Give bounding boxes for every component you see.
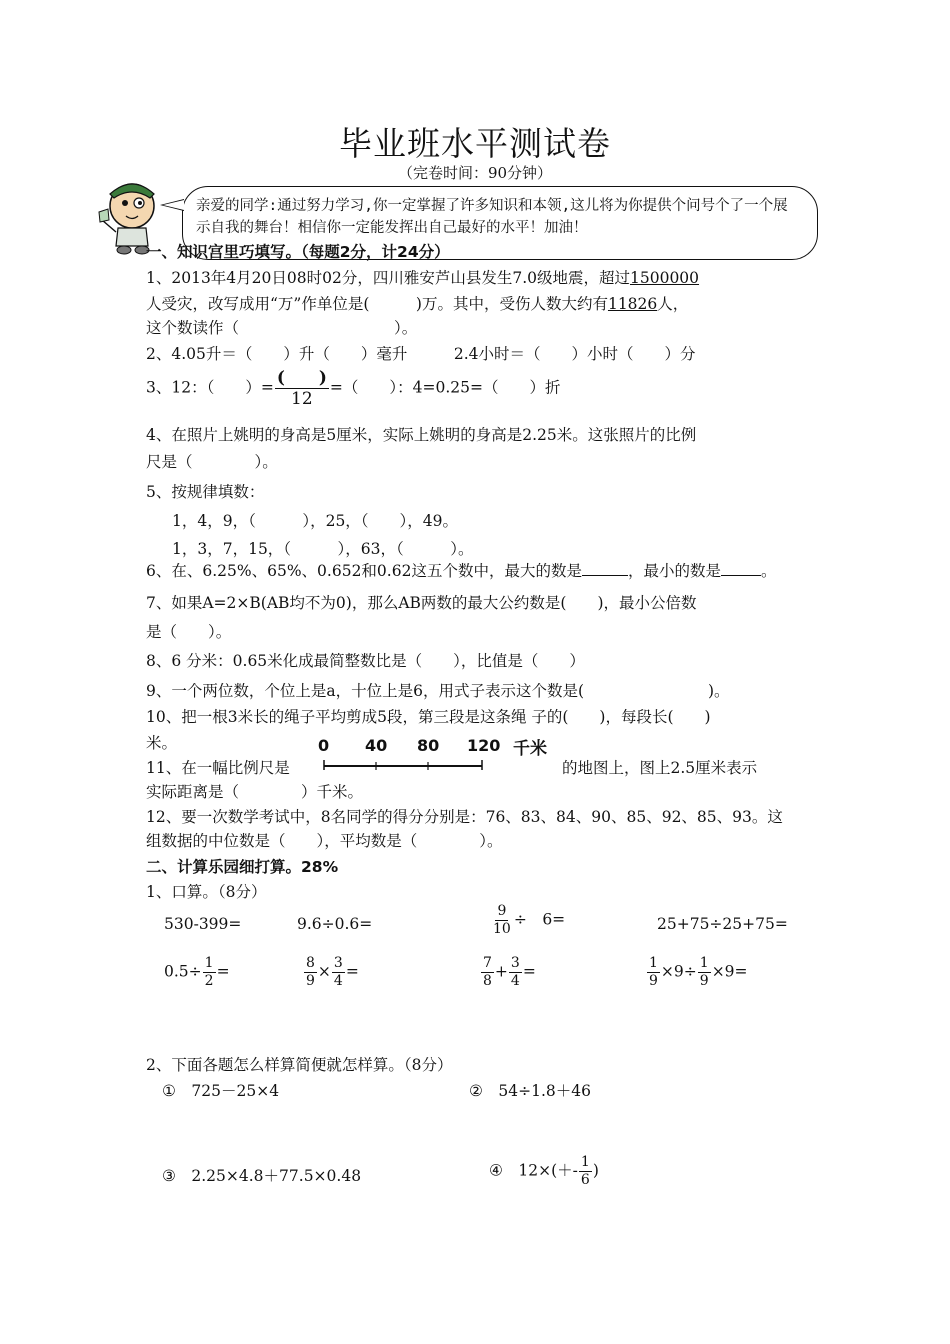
q3-fraction: [275, 368, 329, 409]
speech-bubble-tail-fill: [163, 200, 184, 210]
simplify-problem-4: [489, 1154, 599, 1189]
oral-r2c4-rest: ×9=: [711, 962, 748, 981]
scale-tick-80: 80: [417, 736, 440, 755]
simplify-problem-2: ② 54÷1.8＋46: [469, 1082, 591, 1100]
frac-num: 7: [483, 955, 492, 971]
frac-num: 1: [649, 955, 658, 971]
q1-text-a: 1、2013年4月20日08时02分，四川雅安芦山县发生7.0级地震，超过: [146, 269, 630, 287]
oral-r1c1: 530-399=: [164, 915, 242, 933]
oral-r2c1: [164, 955, 230, 990]
q1-text-b: 人受灾，改写成用“万”作单位是( )万。其中，受伤人数大约有: [146, 295, 608, 313]
frac-den: 2: [204, 973, 214, 989]
q10-line2: 米。: [146, 734, 178, 752]
q1-text-c: 人，: [657, 295, 689, 313]
frac-den: 10: [493, 921, 511, 937]
frac-den: 4: [333, 973, 343, 989]
q5-row1: 1，4，9，（ ），25，（ ），49。: [172, 512, 459, 530]
oral-r1c2: 9.6÷0.6=: [297, 915, 373, 933]
q6-text-c: 。: [760, 562, 777, 580]
frac-den: 8: [483, 973, 492, 989]
frac-den: 9: [649, 973, 658, 989]
frac-den: 9: [306, 973, 315, 989]
q11-text-a: 11、在一幅比例尺是: [146, 759, 290, 777]
oral-r2c1-pre: 0.5÷: [164, 962, 202, 981]
section1-heading: 一、知识宫里巧填写。（每题2分，计24分）: [146, 243, 450, 261]
frac-num: 3: [510, 955, 520, 971]
frac-den: 4: [510, 973, 520, 989]
frac-num: 3: [333, 955, 343, 971]
oral-r2c1-rest: =: [216, 962, 230, 981]
oral-r2c3-frac1: [481, 955, 494, 990]
q2: 2、4.05升＝（ ）升（ ）毫升 2.4小时＝（ ）小时（ ）分: [146, 345, 696, 363]
oral-r1c4: 25+75÷25+75=: [657, 915, 788, 933]
q6-text-a: 6、在、6.25%、65%、0.652和0.62这五个数中，最大的数是: [146, 562, 582, 580]
section2-sub2: 2、下面各题怎么样算简便就怎样算。（8分）: [146, 1056, 453, 1074]
oral-r2c3-op: +: [494, 962, 508, 981]
section2-sub1: 1、口算。（8分）: [146, 883, 267, 901]
q8: 8、6 分米：0.65米化成最简整数比是（ ），比值是（ ）: [146, 652, 585, 670]
frac-num: 1: [204, 955, 214, 971]
q7-line2: 是（ ）。: [146, 623, 232, 641]
oral-r2c1-fraction: [203, 955, 216, 990]
frac-den: 9: [699, 973, 709, 989]
simplify-problem-3: ③ 2.25×4.8＋77.5×0.48: [162, 1167, 362, 1185]
oral-r2c3: [480, 955, 536, 990]
frac-num: 1: [580, 1154, 590, 1170]
q1-line3: 这个数读作（ ）。: [146, 319, 418, 337]
frac-num: 9: [497, 903, 507, 919]
frac-den: 6: [580, 1172, 590, 1188]
scale-unit: 千米: [513, 739, 547, 759]
q1-number-1500000: 1500000: [630, 269, 700, 287]
oral-r2c2-rest: =: [345, 962, 359, 981]
q12-line2: 组数据的中位数是（ ），平均数是（ ）。: [146, 832, 503, 850]
q6: [146, 559, 776, 581]
page-subtitle: （完卷时间：90分钟）: [397, 164, 553, 182]
q10-line1: 10、把一根3米长的绳子平均剪成5段，第三段是这条绳 子的( )，每段长( ): [146, 708, 711, 726]
q3: [146, 368, 561, 409]
q1-line2: [146, 292, 688, 314]
q4-line1: 4、在照片上姚明的身高是5厘米，实际上姚明的身高是2.25米。这张照片的比例: [146, 426, 697, 444]
q7-line1: 7、如果A=2×B(AB均不为0)，那么AB两数的最大公约数是( )，最小公倍数: [146, 594, 697, 612]
oral-r1c3: [490, 903, 565, 938]
q6-text-b: ，最小的数是: [627, 562, 721, 580]
oral-r1c3-rest: ÷ 6=: [513, 910, 566, 929]
frac-num: 1: [699, 955, 709, 971]
scale-tick-0: 0: [318, 736, 330, 755]
q5-label: 5、按规律填数：: [146, 483, 265, 501]
q11-text-b: 的地图上，图上2.5厘米表示: [562, 759, 758, 777]
p4-text-b: ): [592, 1161, 599, 1180]
q9: 9、一个两位数，个位上是a，十位上是6，用式子表示这个数是( )。: [146, 682, 730, 700]
oral-r2c3-frac2: [509, 955, 522, 990]
oral-r2c2: [303, 955, 359, 990]
oral-r2c2-frac1: [304, 955, 317, 990]
oral-r2c3-rest: =: [522, 962, 536, 981]
page-title: 毕业班水平测试卷: [339, 124, 611, 163]
q6-blank-min: [721, 561, 761, 576]
q6-blank-max: [582, 561, 628, 576]
frac-num: 8: [306, 955, 315, 971]
oral-r2c2-op: ×: [317, 962, 331, 981]
oral-r2c4-mid: ×9÷: [660, 962, 697, 981]
q1-number-11826: 11826: [607, 295, 658, 313]
oral-r1c3-fraction: [491, 903, 513, 938]
q3-text-b: =（ ）：4=0.25=（ ）折: [329, 378, 561, 397]
q5-row2: 1，3，7，15，（ ），63，（ ）。: [172, 540, 474, 558]
q12-line1: 12、要一次数学考试中，8名同学的得分分别是：76、83、84、90、85、92、85、93。这: [146, 808, 783, 826]
q3-fraction-numerator: ( ): [276, 368, 327, 388]
oral-r2c2-frac2: [332, 955, 345, 990]
q11-text-c: 实际距离是（ ）千米。: [146, 783, 364, 801]
oral-r2c4: [646, 955, 748, 990]
scale-line: [318, 758, 488, 772]
simplify-problem-1: ① 725－25×4: [162, 1082, 280, 1100]
p4-fraction: [579, 1154, 592, 1189]
scale-bar: [318, 734, 558, 774]
p4-text-a: ④ 12×(＋-: [489, 1161, 578, 1180]
section2-heading: 二、计算乐园细打算。28%: [146, 858, 339, 876]
oral-r2c4-frac2: [698, 955, 711, 990]
q3-fraction-denominator: 12: [291, 389, 313, 409]
q1-line1: [146, 266, 699, 288]
q4-line2: 尺是（ ）。: [146, 453, 278, 471]
bubble-message: 亲爱的同学:通过努力学习,你一定掌握了许多知识和本领,这儿将为你提供个问号个了一个展示自我的舞台！相信你一定能发挥出自己最好的水平！加油！: [196, 198, 788, 236]
q3-text-a: 3、12：（ ）=: [146, 378, 274, 397]
scale-tick-40: 40: [365, 736, 388, 755]
scale-tick-120: 120: [467, 736, 501, 755]
oral-r2c4-frac1: [647, 955, 660, 990]
